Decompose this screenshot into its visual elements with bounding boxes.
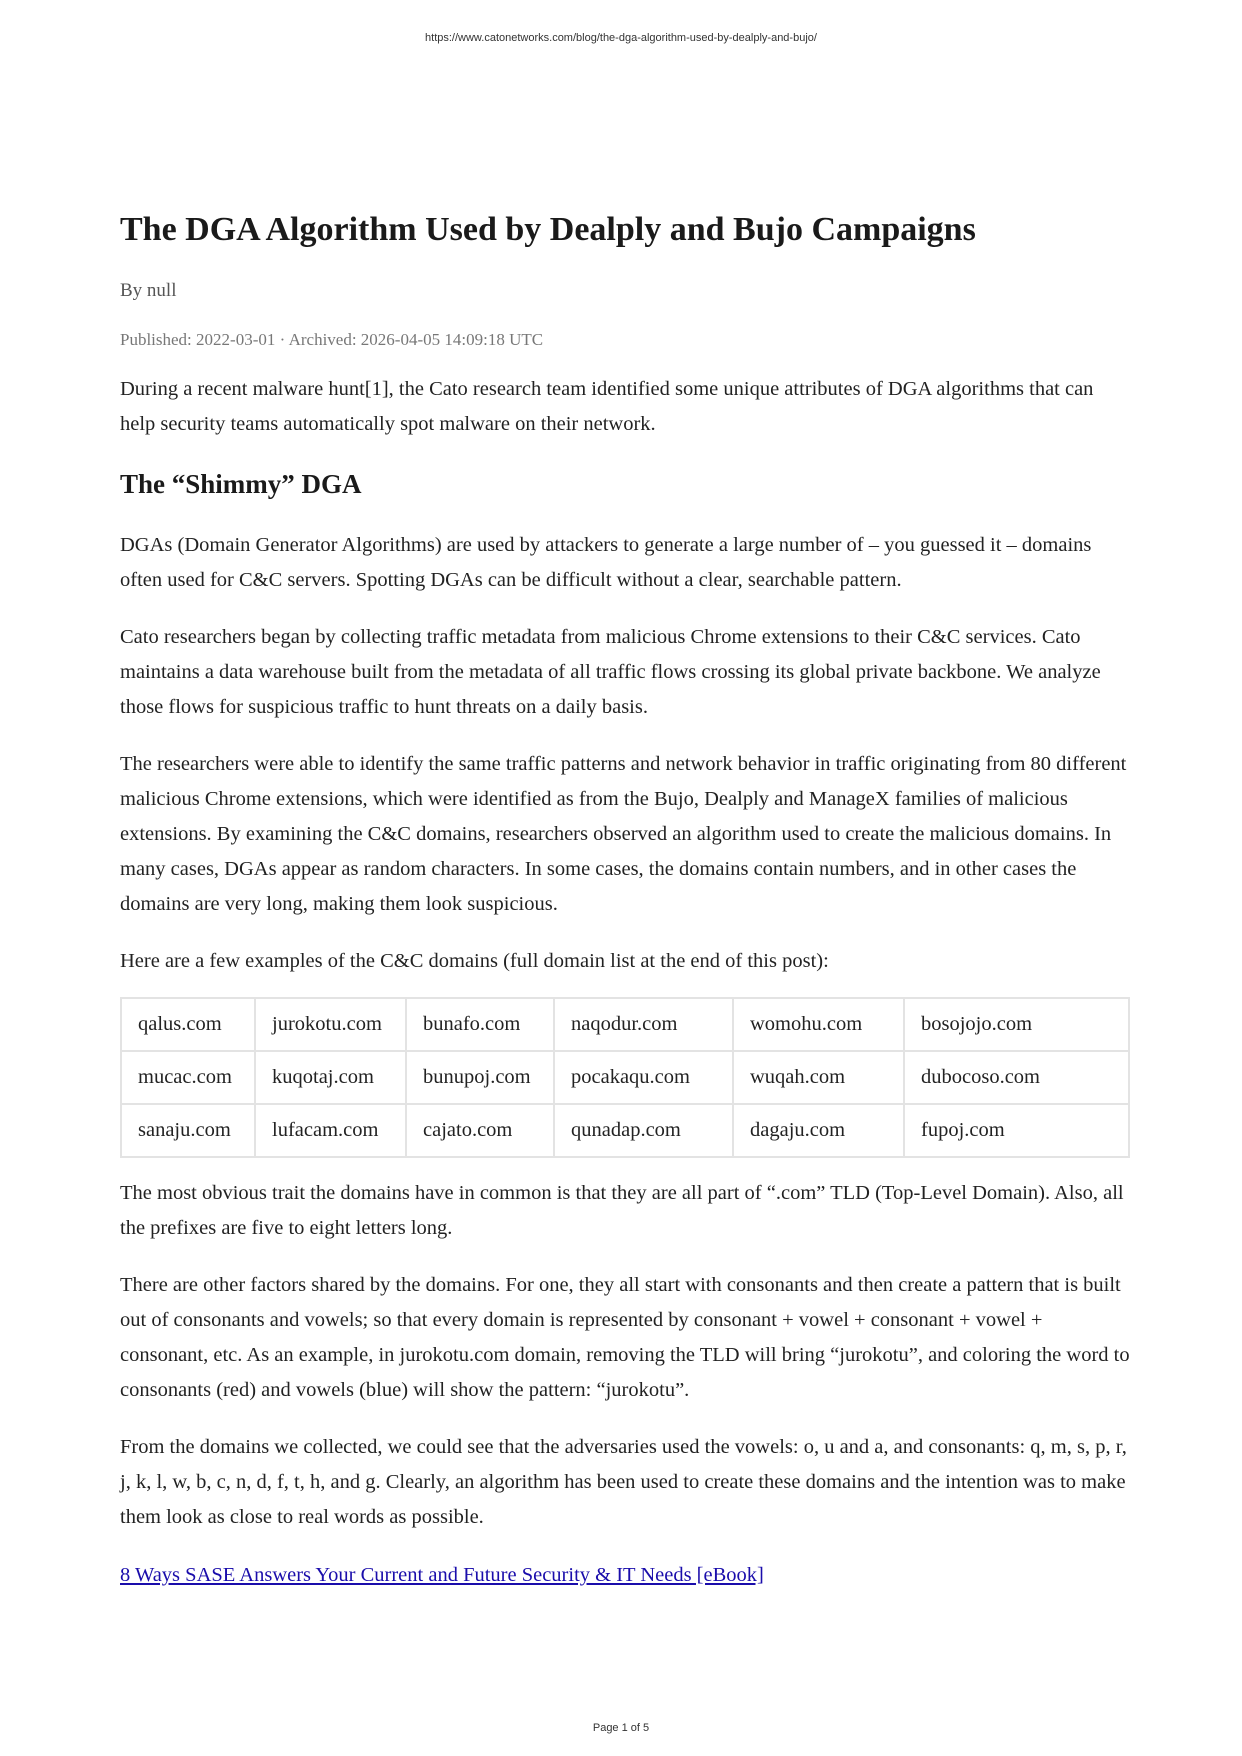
table-cell: dagaju.com [733, 1104, 904, 1157]
table-cell: pocakaqu.com [554, 1051, 733, 1104]
table-cell: lufacam.com [255, 1104, 406, 1157]
table-cell: jurokotu.com [255, 998, 406, 1051]
table-cell: womohu.com [733, 998, 904, 1051]
table-row [121, 998, 1129, 1051]
ebook-link-container [120, 1558, 1130, 1593]
table-cell: qunadap.com [554, 1104, 733, 1157]
table-cell: wuqah.com [733, 1051, 904, 1104]
paragraph: Here are a few examples of the C&C domains (full domain list at the end of this post): [120, 950, 829, 972]
table-cell: bosojojo.com [904, 998, 1129, 1051]
paragraph: The researchers were able to identify the same traffic patterns and network behavior in traffic originating from 80 different malicious Chrome extensions, which were identified as from the Bujo, Dealply and ManageX families of malicious extensions. By examining the C&C domains, researchers observed an algorithm used to create the malicious domains. In many cases, DGAs appear as random characters. In some cases, the domains contain numbers, and in other cases the domains are very long, making them look suspicious. [120, 753, 1127, 915]
table-cell: cajato.com [406, 1104, 554, 1157]
table-cell: sanaju.com [121, 1104, 255, 1157]
table-cell: bunafo.com [406, 998, 554, 1051]
paragraph: The most obvious trait the domains have in common is that they are all part of “.com” TLD (Top-Level Domain). Also, all the prefixes are five to eight letters long. [120, 1182, 1124, 1239]
table-cell: mucac.com [121, 1051, 255, 1104]
table-row [121, 1104, 1129, 1157]
table-cell: kuqotaj.com [255, 1051, 406, 1104]
table-cell: dubocoso.com [904, 1051, 1129, 1104]
intro-paragraph: During a recent malware hunt[1], the Cato research team identified some unique attributes of DGA algorithms that can help security teams automatically spot malware on their network. [120, 378, 1094, 435]
page-url: https://www.catonetworks.com/blog/the-dga-algorithm-used-by-dealply-and-bujo/ [425, 32, 817, 44]
table-cell: fupoj.com [904, 1104, 1129, 1157]
ebook-link[interactable]: 8 Ways SASE Answers Your Current and Future Security & IT Needs [eBook] [120, 1564, 764, 1586]
section-heading: The “Shimmy” DGA [120, 469, 362, 499]
paragraph: Cato researchers began by collecting traffic metadata from malicious Chrome extensions to their C&C services. Cato maintains a data warehouse built from the metadata of all traffic flows crossing its global private backbone. We analyze those flows for suspicious traffic to hunt threats on a daily basis. [120, 626, 1101, 718]
table-row [121, 1051, 1129, 1104]
table-cell: naqodur.com [554, 998, 733, 1051]
publish-meta: Published: 2022-03-01 · Archived: 2026-04-05 14:09:18 UTC [120, 330, 544, 349]
table-cell: bunupoj.com [406, 1051, 554, 1104]
paragraph: From the domains we collected, we could see that the adversaries used the vowels: o, u and a, and consonants: q, m, s, p, r, j, k, l, w, b, c, n, d, f, t, h, and g. Clearly, an algorithm has been used to create these domains and the intention was to make them look as close to real words as possible. [120, 1436, 1127, 1528]
paragraph: DGAs (Domain Generator Algorithms) are used by attackers to generate a large number of – you guessed it – domains often used for C&C servers. Spotting DGAs can be difficult without a clear, searchable pattern. [120, 534, 1092, 591]
article-title: The DGA Algorithm Used by Dealply and Bujo Campaigns [120, 211, 976, 248]
page-number: Page 1 of 5 [592, 1722, 650, 1734]
paragraph: There are other factors shared by the domains. For one, they all start with consonants and then create a pattern that is built out of consonants and vowels; so that every domain is represented by consonant + vowel + consonant + vowel + consonant, etc. As an example, in jurokotu.com domain, removing the TLD will bring “jurokotu”, and coloring the word to consonants (red) and vowels (blue) will show the pattern: “jurokotu”. [120, 1274, 1130, 1401]
article [120, 210, 1130, 1593]
byline: By null [120, 280, 177, 301]
table-cell: qalus.com [121, 998, 255, 1051]
domain-table [120, 997, 1130, 1158]
